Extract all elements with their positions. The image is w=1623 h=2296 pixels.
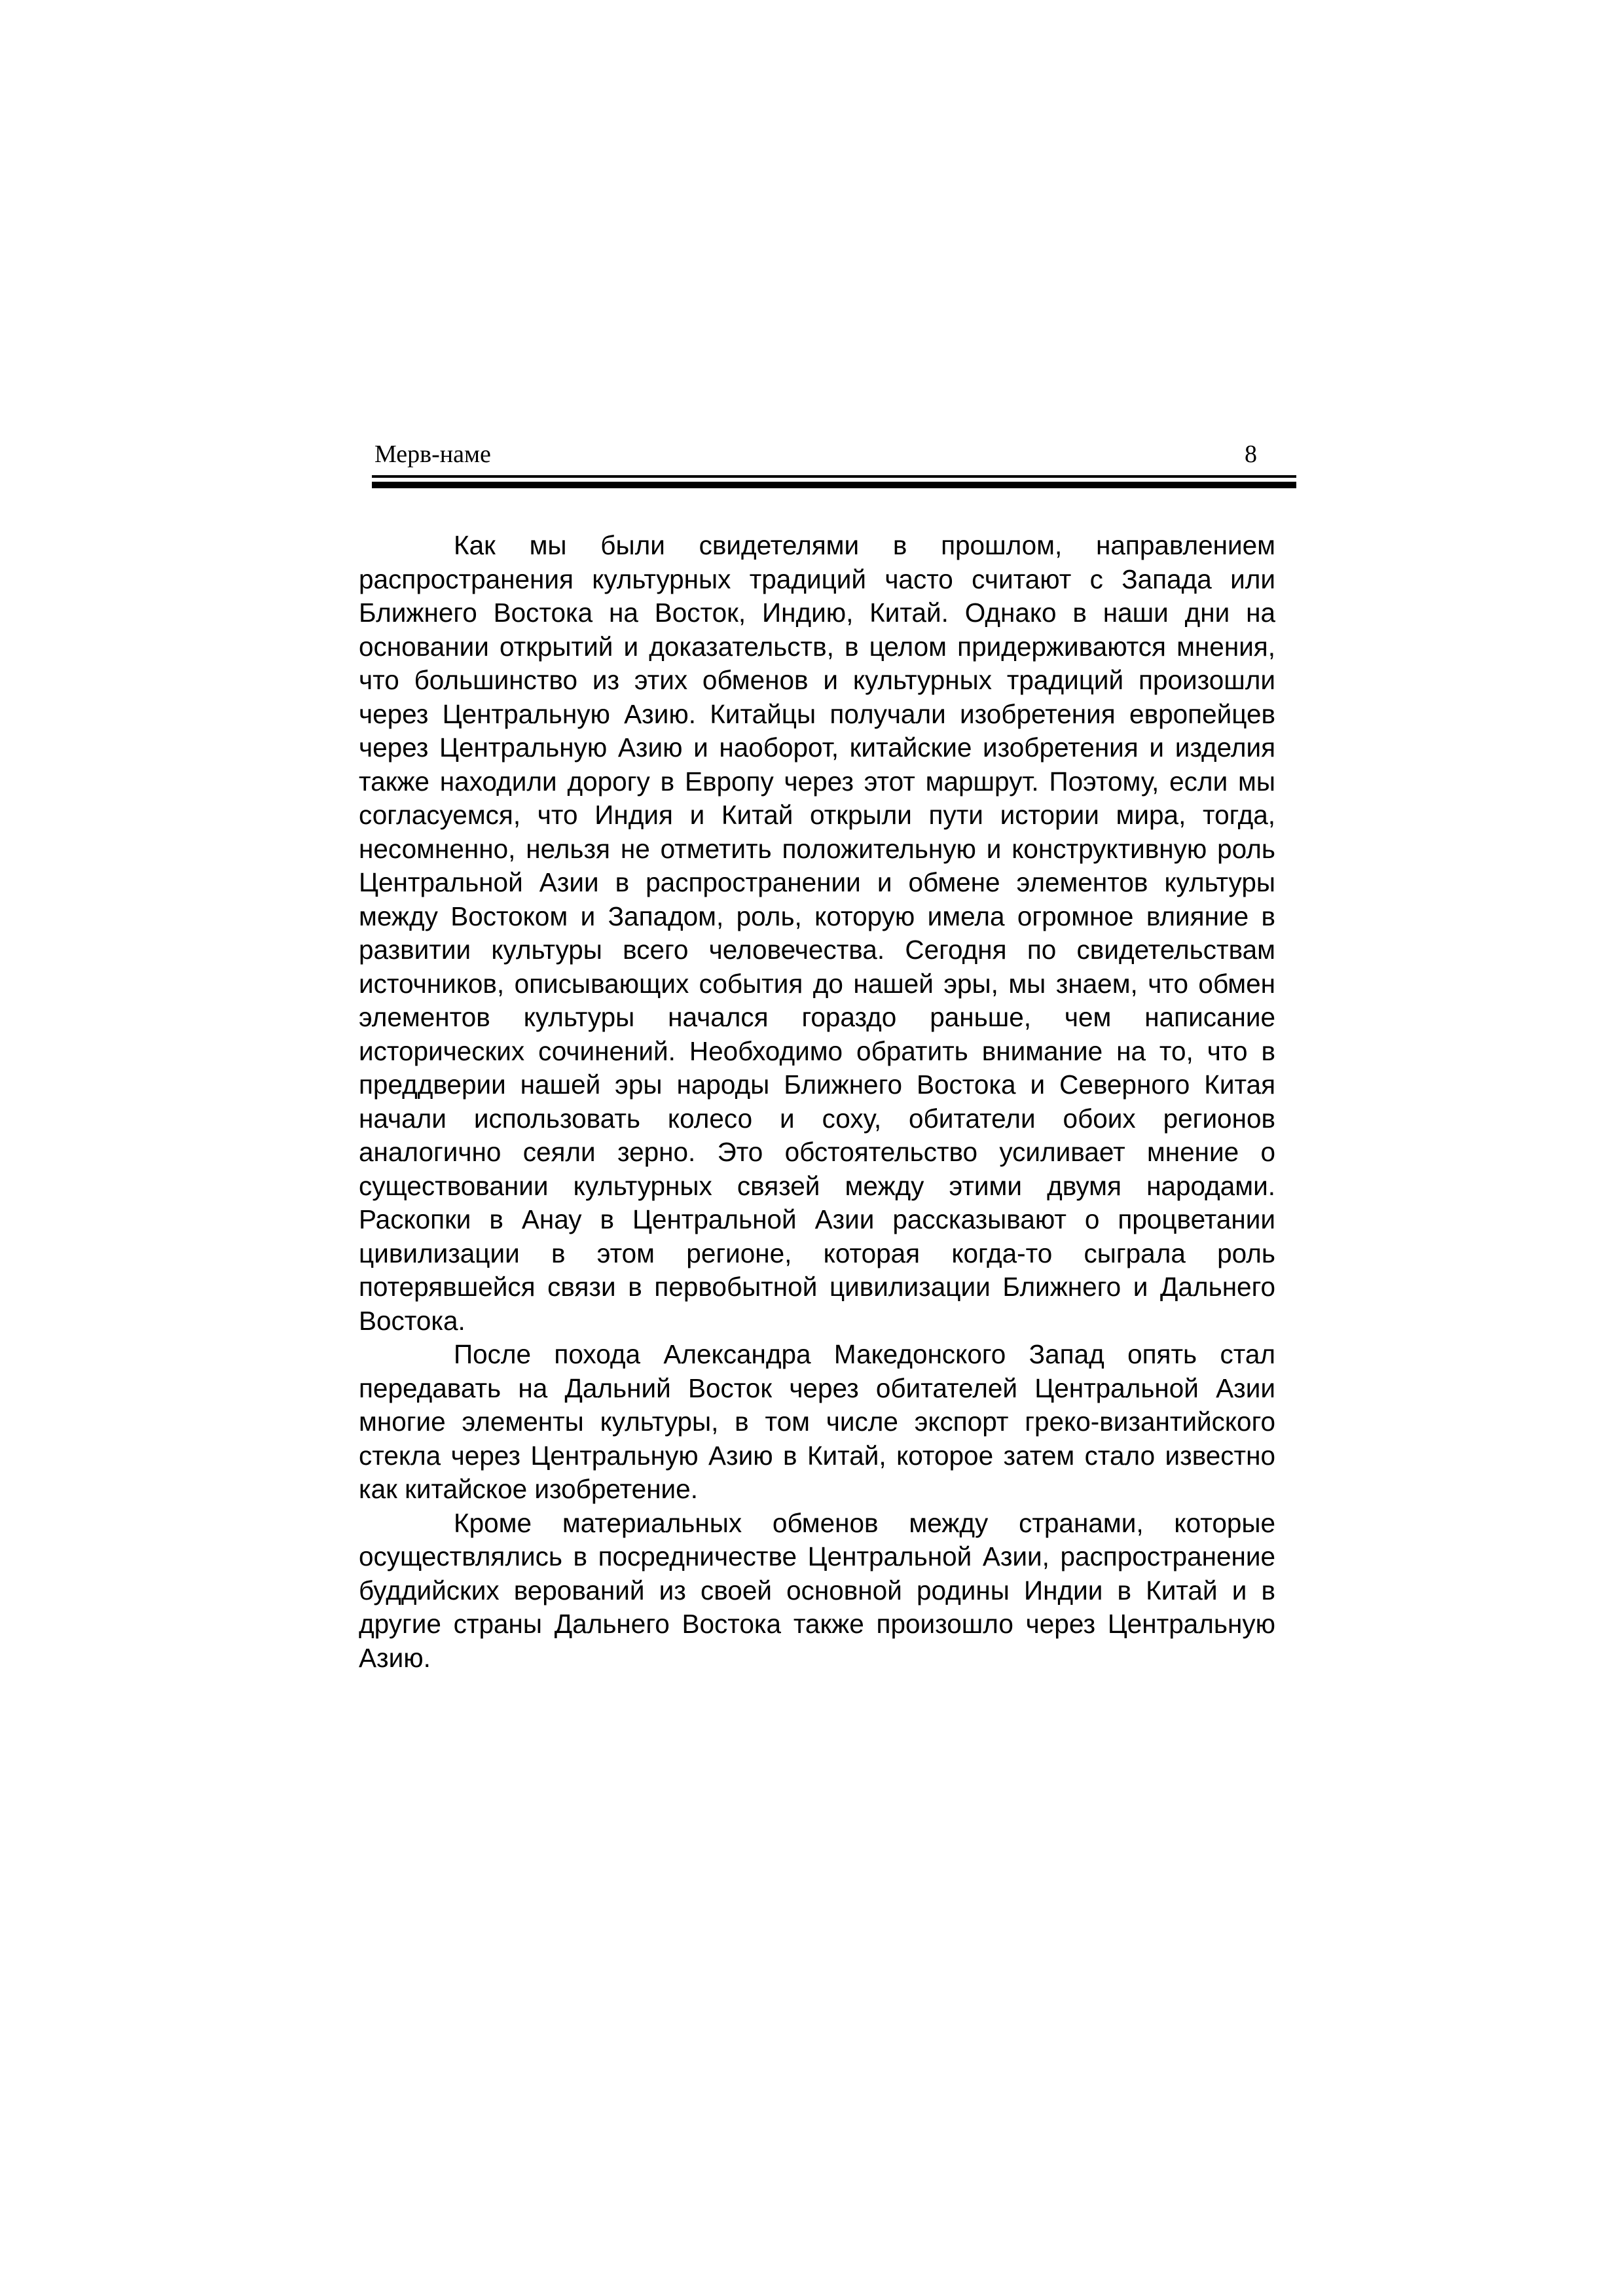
running-header-title: Мерв-наме [374,440,491,468]
header-rule-thin [372,475,1296,478]
running-header [372,437,1296,471]
header-rule-thick [372,482,1296,488]
page-number: 8 [1245,440,1257,468]
paragraph-1: Как мы были свидетелями в прошлом, направлением распространения культурных традиций часто считают с Запада или Ближнего Востока на Восток, Индию, Китай. Однако в наши дни на основании открытий и доказательств, в целом придерживаются мнения, что большинство из этих обменов и культурных традиций произошли через Центральную Азию. Китайцы получали изобретения европейцев через Центральную Азию и наоборот, китайские изобретения и изделия также находили дорогу в Европу через этот маршрут. Поэтому, если мы согласуемся, что Индия и Китай открыли пути истории мира, тогда, несомненно, нельзя не отметить положительную и конструктивную роль Центральной Азии в распространении и обмене элементов культуры между Востоком и Западом, роль, которую имела огромное влияние в развитии культуры всего человечества. Сегодня по свидетельствам источников, описывающих события до нашей эры, мы знаем, что обмен элементов культуры начался гораздо раньше, чем написание исторических сочинений. Необходимо обратить внимание на то, что в преддверии нашей эры народы Ближнего Востока и Северного Китая начали использовать колесо и соху, обитатели обоих регионов аналогично сеяли зерно. Это обстоятельство усиливает мнение о существовании культурных связей между этими двумя народами. Раскопки в Анау в Центральной Азии рассказывают о процветании цивилизации в этом регионе, которая когда-то сыграла роль потерявшейся связи в первобытной цивилизации Ближнего и Дальнего Востока. [359,530,1275,1336]
paragraph-3: Кроме материальных обменов между странами, которые осуществлялись в посредничестве Центральной Азии, распространение буддийских верований из своей основной родины Индии в Китай и в другие страны Дальнего Востока также произошло через Центральную Азию. [359,1507,1275,1673]
paragraph-2: После похода Александра Македонского Запад опять стал передавать на Дальний Восток через обитателей Центральной Азии многие элементы культуры, в том числе экспорт греко-византийского стекла через Центральную Азию в Китай, которое затем стало известно как китайское изобретение. [359,1339,1275,1504]
body-text [359,529,1275,1675]
